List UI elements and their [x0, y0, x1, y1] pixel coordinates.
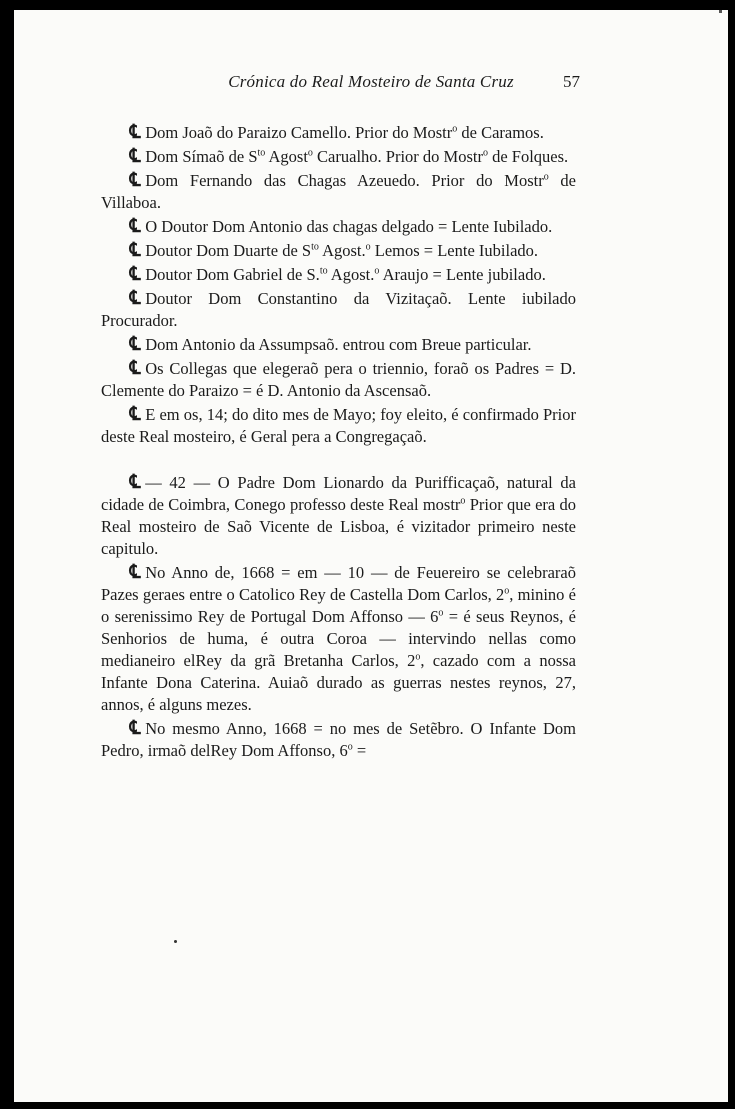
text-run: Dom Fernando das Chagas Azeuedo. Prior do Mostr: [145, 171, 544, 190]
paragraph: [101, 146, 576, 168]
paragraph-mark-icon: ℄: [129, 288, 141, 309]
superscript: o: [543, 171, 549, 183]
text-run: Doutor Dom Gabriel de S.: [145, 265, 320, 284]
superscript: o: [365, 241, 371, 253]
superscript: o: [347, 741, 353, 753]
text-run: E em os, 14; do dito mes de Mayo; foy eleito, é confirmado Prior deste Real mosteiro, é Geral pera a Congregaçaõ.: [101, 405, 576, 446]
paragraph: [101, 404, 576, 448]
text-run: Dom Símaõ de S: [145, 147, 258, 166]
running-header: [14, 72, 728, 100]
text-run: Agost.: [318, 241, 366, 260]
paragraph-mark-icon: ℄: [129, 358, 141, 379]
text-run: Lemos = Lente Iubilado.: [370, 241, 539, 260]
paragraph-mark-icon: ℄: [129, 562, 141, 583]
paragraph-mark-icon: ℄: [129, 146, 141, 167]
text-run: de Caramos.: [457, 123, 544, 142]
text-run: de Folques.: [487, 147, 569, 166]
text-run: Dom Joaõ do Paraizo Camello. Prior do Mostr: [145, 123, 453, 142]
document-page: [14, 10, 728, 1102]
text-run: Agost.: [327, 265, 375, 284]
text-run: O Doutor Dom Antonio das chagas delgado = Lente Iubilado.: [145, 217, 553, 236]
text-run: Dom Antonio da Assumpsaõ. entrou com Breue particular.: [145, 335, 532, 354]
superscript: o: [307, 147, 313, 159]
ink-speck: [174, 940, 177, 943]
paragraph: [101, 122, 576, 144]
paragraph-mark-icon: ℄: [129, 170, 141, 191]
superscript: to: [319, 265, 328, 277]
body-text: [101, 122, 576, 764]
paragraph-mark-icon: ℄: [129, 404, 141, 425]
superscript: o: [452, 123, 458, 135]
paragraph-mark-icon: ℄: [129, 122, 141, 143]
paragraph-mark-icon: ℄: [129, 216, 141, 237]
text-run: Os Collegas que elegeraõ pera o triennio, foraõ os Padres = D. Clemente do Paraizo = é D. Antonio da Ascensaõ.: [101, 359, 576, 400]
text-run: No Anno de, 1668 = em — 10 — de Feuereiro se celebraraõ Pazes geraes entre o Catolico Rey de Castella Dom Carlos, 2: [101, 563, 576, 604]
page-corner-mark: [719, 10, 722, 13]
paragraph: [101, 240, 576, 262]
superscript: o: [460, 495, 466, 507]
text-run: de Villaboa.: [101, 171, 576, 212]
text-run: =: [352, 741, 367, 760]
paragraph: [101, 216, 576, 238]
paragraph: [101, 718, 576, 762]
superscript: to: [257, 147, 266, 159]
text-run: , minino é o serenissimo Rey de Portugal Dom Affonso — 6: [101, 585, 577, 626]
superscript: o: [504, 585, 510, 597]
paragraph-mark-icon: ℄: [129, 264, 141, 285]
text-run: Carualho. Prior do Mostr: [312, 147, 483, 166]
superscript: o: [415, 651, 421, 663]
page-number: 57: [563, 72, 580, 91]
superscript: to: [311, 241, 319, 253]
paragraph: [101, 358, 576, 402]
paragraph: [101, 170, 576, 214]
paragraph: [101, 264, 576, 286]
text-run: , cazado com a nossa Infante Dona Caterina. Auiaõ durado as guerras nestes reynos, 27, annos, é alguns mezes.: [101, 651, 576, 714]
paragraph: [101, 288, 576, 332]
superscript: o: [438, 607, 444, 619]
paragraph-mark-icon: ℄: [129, 718, 141, 739]
text-run: Agost: [265, 147, 308, 166]
text-run: Prior que era do Real mosteiro de Saõ Vicente de Lisboa, é vizitador primeiro neste capitulo.: [101, 495, 577, 558]
running-title: Crónica do Real Mosteiro de Santa Cruz: [228, 72, 514, 91]
paragraph: [101, 472, 576, 560]
paragraph-mark-icon: ℄: [129, 472, 141, 493]
text-run: = é seus Reynos, é Senhorios de huma, é outra Coroa — intervindo nellas como medianeiro elRey da grã Bretanha Carlos, 2: [101, 607, 576, 670]
superscript: o: [374, 265, 380, 277]
paragraph-mark-icon: ℄: [129, 240, 141, 261]
paragraph: [101, 334, 576, 356]
section-gap: [101, 450, 576, 472]
text-run: Doutor Dom Constantino da Vizitaçaõ. Lente iubilado Procurador.: [101, 289, 576, 330]
text-run: — 42 — O Padre Dom Lionardo da Purifficaçaõ, natural da cidade de Coimbra, Conego professo deste Real mostr: [101, 473, 576, 514]
superscript: o: [482, 147, 488, 159]
paragraph: [101, 562, 576, 716]
text-run: Araujo = Lente jubilado.: [379, 265, 546, 284]
paragraph-mark-icon: ℄: [129, 334, 141, 355]
text-run: Doutor Dom Duarte de S: [145, 241, 312, 260]
text-run: No mesmo Anno, 1668 = no mes de Setẽbro. O Infante Dom Pedro, irmaõ delRey Dom Affonso, 6: [101, 719, 576, 760]
